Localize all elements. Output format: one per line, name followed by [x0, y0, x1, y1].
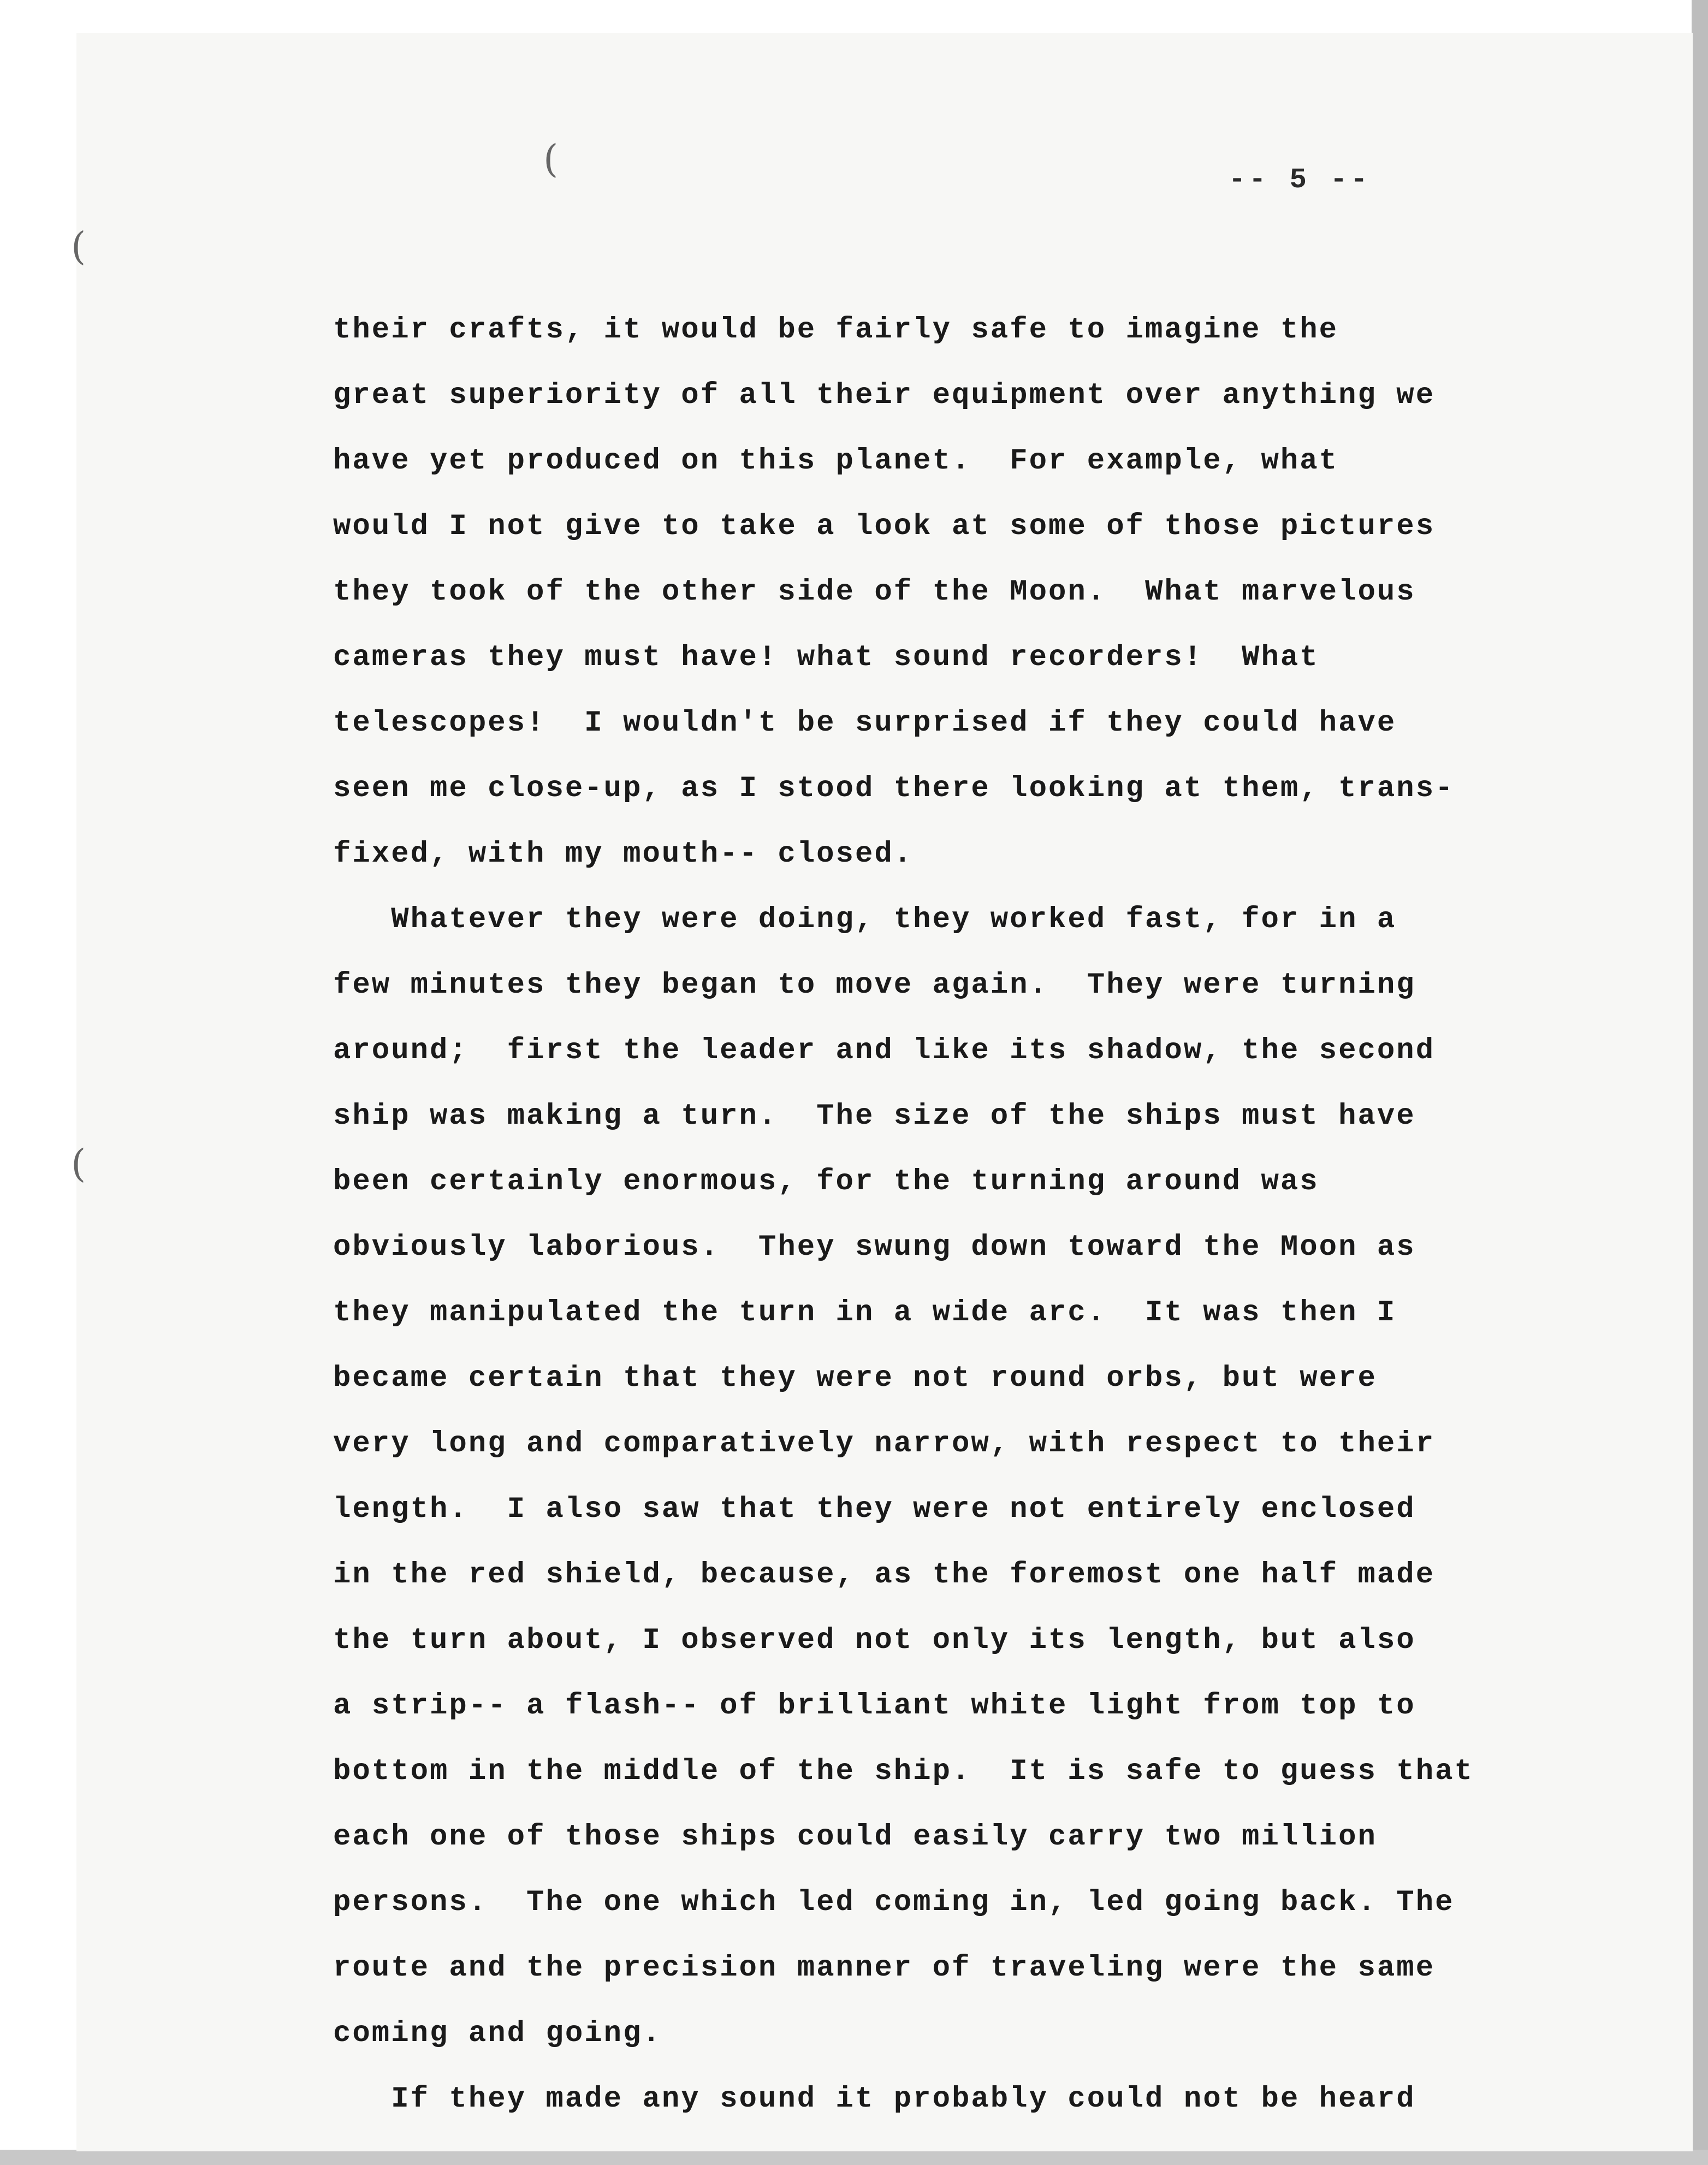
text-line: a strip-- a flash-- of brilliant white light from top to: [333, 1689, 1416, 1723]
text-line: each one of those ships could easily carry two million: [333, 1820, 1377, 1854]
text-line: fixed, with my mouth-- closed.: [333, 838, 914, 871]
paper-mark-icon: (: [543, 137, 559, 181]
text-line: coming and going.: [333, 2017, 662, 2050]
text-line: Whatever they were doing, they worked fast, for in a: [333, 903, 1397, 936]
page-number: -- 5 --: [1229, 164, 1371, 196]
document-body: [333, 298, 1556, 2132]
text-line: very long and comparatively narrow, with respect to their: [333, 1427, 1436, 1461]
text-line: became certain that they were not round orbs, but were: [333, 1362, 1377, 1395]
text-line: around; first the leader and like its shadow, the second: [333, 1034, 1436, 1067]
text-line: great superiority of all their equipment over anything we: [333, 379, 1436, 412]
text-line: route and the precision manner of traveling were the same: [333, 1952, 1436, 1985]
binder-hole-mark-icon: (: [71, 1141, 86, 1186]
text-line: seen me close-up, as I stood there looking at them, trans-: [333, 772, 1455, 805]
text-line: obviously laborious. They swung down toward the Moon as: [333, 1231, 1416, 1264]
text-line: ship was making a turn. The size of the ships must have: [333, 1100, 1416, 1133]
text-line: If they made any sound it probably could not be heard: [333, 2083, 1416, 2116]
scan-edge-right: [1692, 0, 1708, 2165]
text-line: they manipulated the turn in a wide arc. It was then I: [333, 1296, 1397, 1330]
scan-edge-bottom: [0, 2150, 1708, 2165]
text-line: have yet produced on this planet. For example, what: [333, 444, 1339, 478]
text-line: telescopes! I wouldn't be surprised if they could have: [333, 707, 1397, 740]
text-line: in the red shield, because, as the foremost one half made: [333, 1558, 1436, 1592]
text-line: been certainly enormous, for the turning around was: [333, 1165, 1319, 1199]
text-line: would I not give to take a look at some of those pictures: [333, 510, 1436, 543]
binder-hole-mark-icon: (: [71, 224, 86, 269]
text-line: they took of the other side of the Moon. What marvelous: [333, 576, 1416, 609]
text-line: their crafts, it would be fairly safe to imagine the: [333, 313, 1339, 347]
text-line: cameras they must have! what sound recorders! What: [333, 641, 1319, 674]
text-line: persons. The one which led coming in, led going back. The: [333, 1886, 1455, 1919]
text-line: length. I also saw that they were not entirely enclosed: [333, 1493, 1416, 1526]
text-line: few minutes they began to move again. They were turning: [333, 969, 1416, 1002]
text-line: the turn about, I observed not only its length, but also: [333, 1624, 1416, 1657]
text-line: bottom in the middle of the ship. It is safe to guess that: [333, 1755, 1474, 1788]
